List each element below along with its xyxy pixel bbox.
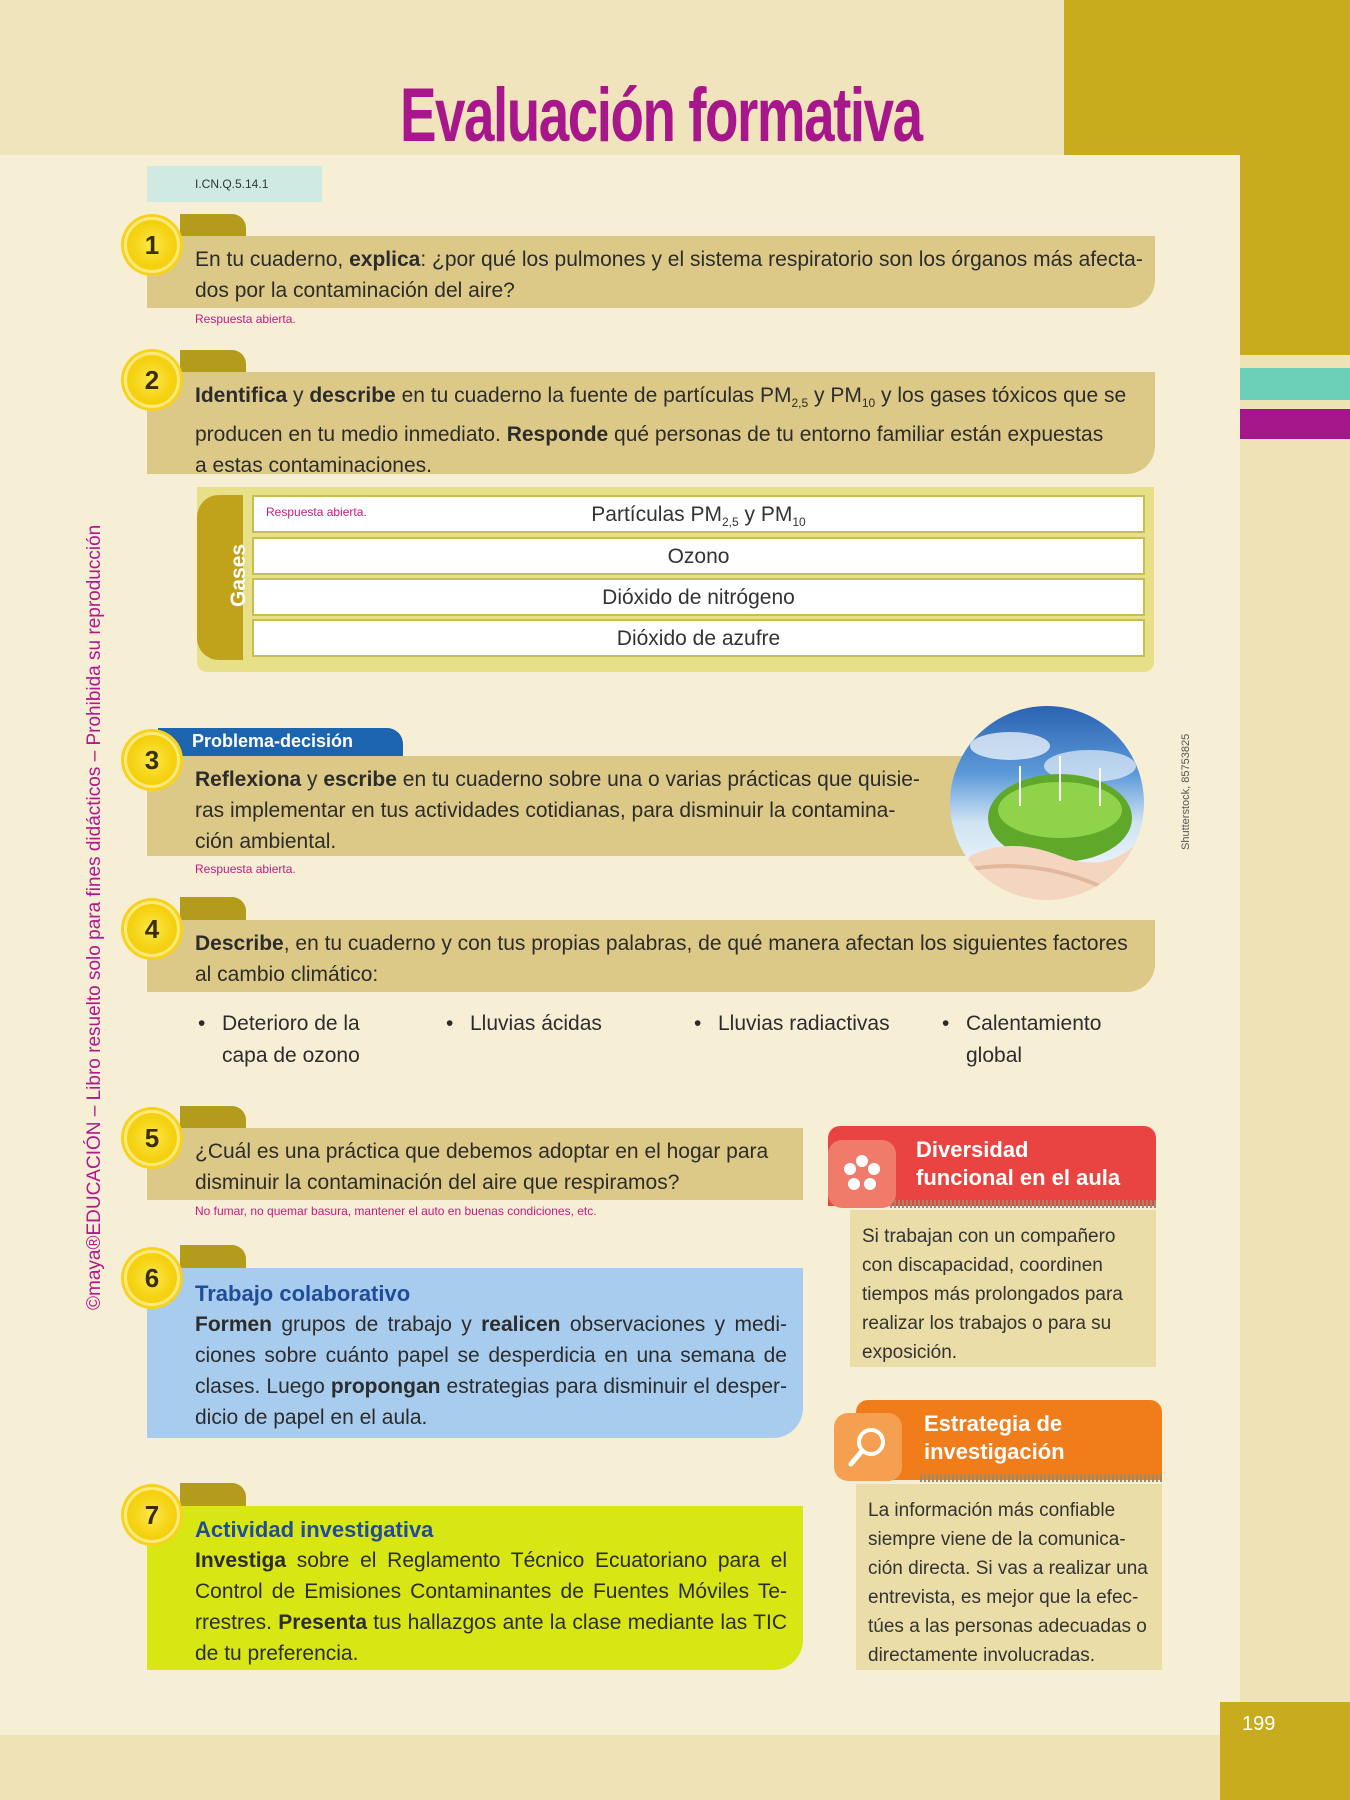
flower-icon [828, 1140, 896, 1208]
q1-text-a: En tu cuaderno, [195, 248, 350, 271]
q7-text-a: sobre el Reglamento Técnico Ecuatoriano para el Control de Emisiones Contaminantes de Fuentes Móviles Te-rrestres. [195, 1549, 787, 1634]
q2-text-f: qué personas de tu entorno familiar están expuestas [608, 423, 1104, 447]
q2-text-c: y PM [808, 384, 862, 407]
factor-global-warming-line-1: Calentamiento [966, 1012, 1102, 1035]
q7-keyword-1: Investiga [195, 1549, 287, 1572]
q1-text-b: : ¿por qué los pulmones y el sistema respiratorio son los órganos más afecta- [420, 248, 1143, 271]
q4-text-b: al cambio climático: [195, 963, 379, 986]
question-5 [147, 1128, 803, 1200]
factor-global-warming [942, 1008, 1102, 1072]
q2-text-a: y [287, 384, 310, 407]
gas-row-sulfur: Dióxido de azufre [252, 619, 1145, 657]
gas-row-1-sub-1: 2,5 [722, 515, 739, 530]
q6-keyword-3: propongan [330, 1375, 441, 1398]
gases-answer: Respuesta abierta. [266, 505, 367, 519]
gas-row-nitrogen: Dióxido de nitrógeno [252, 578, 1145, 616]
q3-text-b: en tu cuaderno sobre una o varias prácticas que quisie- [396, 768, 920, 791]
gases-label: Gases [227, 543, 250, 607]
q2-sub-1: 2,5 [791, 396, 809, 411]
factor-global-warming-line-2: global [966, 1044, 1023, 1067]
globe-illustration [950, 706, 1144, 900]
teal-marker [1240, 368, 1350, 400]
factor-ozone-line-2: capa de ozono [222, 1044, 360, 1067]
bullet-dot: • [942, 1012, 950, 1035]
q1-answer: Respuesta abierta. [195, 312, 296, 326]
q2-sub-2: 10 [861, 396, 876, 411]
q2-text-e: producen en tu medio inmediato. [195, 423, 507, 447]
magenta-marker [1240, 409, 1350, 439]
q2-number-badge: 2 [124, 352, 180, 408]
q1-number-badge: 1 [124, 217, 180, 273]
factor-acid-rain-text: Lluvias ácidas [470, 1012, 602, 1035]
problema-decision-tag: Problema-decisión [158, 728, 403, 756]
q5-answer: No fumar, no quemar basura, mantener el auto en buenas condiciones, etc. [195, 1204, 597, 1218]
q6-keyword-2: realicen [481, 1313, 561, 1336]
q5-number-badge: 5 [124, 1110, 180, 1166]
gas-row-1-text: Partículas PM [591, 503, 722, 526]
q2-keyword-3: Responde [506, 423, 609, 447]
strategy-hatch [920, 1474, 1162, 1482]
earth-in-hands-photo [950, 706, 1144, 900]
q3-keyword-1: Reflexiona [195, 768, 302, 791]
right-margin [1240, 355, 1350, 1800]
q1-keyword: explica [349, 248, 421, 271]
q2-text-d: y los gases tóxicos que se [875, 384, 1127, 407]
q2-keyword-1: Identifica [195, 384, 288, 407]
q6-text-c: estrategias para disminuir el desper-dicio de papel en el aula. [195, 1375, 787, 1429]
question-6 [147, 1268, 803, 1438]
gases-label-tab [197, 495, 250, 660]
photo-credit: Shutterstock, 85753825 [1180, 733, 1192, 850]
q6-number-badge: 6 [124, 1250, 180, 1306]
q6-heading: Trabajo colaborativo [195, 1281, 411, 1306]
magnifier-icon-graphic [845, 1424, 891, 1470]
gas-row-1-sub-2: 10 [792, 515, 806, 530]
bullet-dot: • [694, 1012, 702, 1035]
q2-keyword-2: describe [309, 384, 396, 407]
q3-number-badge: 3 [124, 732, 180, 788]
page-number: 199 [1242, 1713, 1276, 1735]
q1-text-c: dos por la contaminación del aire? [195, 279, 515, 302]
q7-text-b: tus hallazgos ante la clase mediante las TIC de tu preferencia. [195, 1611, 787, 1665]
q2-text-g: a estas contaminaciones. [195, 454, 432, 478]
strategy-box-body: La información más confiable siempre viene de la comunica-ción directa. Si vas a realizar una entrevista, es mejor que la efec-túes a las personas adecuadas o directamente involucradas. [856, 1484, 1162, 1670]
flower-icon-graphic [839, 1151, 885, 1197]
diversity-title-line-1: Diversidad [916, 1137, 1029, 1162]
question-2 [147, 372, 1155, 478]
q7-keyword-2: Presenta [278, 1611, 368, 1634]
diversity-title-line-2: funcional en el aula [916, 1165, 1121, 1190]
q6-keyword-1: Formen [195, 1313, 273, 1336]
page-title: Evaluación formativa [400, 73, 922, 158]
copyright-credit: ©maya®EDUCACIÓN – Libro resuelto solo para fines didácticos – Prohibida su reproducción [84, 524, 105, 1310]
q5-text-b: disminuir la contaminación del aire que respiramos? [195, 1171, 680, 1194]
q4-keyword: Describe [195, 932, 284, 955]
question-3 [147, 756, 997, 856]
bullet-dot: • [446, 1012, 454, 1035]
q2-text-b: en tu cuaderno la fuente de partículas PM [395, 384, 792, 407]
question-4 [147, 920, 1155, 992]
q4-text-a: , en tu cuaderno y con tus propias palabras, de qué manera afectan los siguientes factores [283, 932, 1128, 955]
question-7 [147, 1506, 803, 1670]
question-1 [147, 236, 1155, 308]
factor-radioactive-rain-text: Lluvias radiactivas [718, 1012, 890, 1035]
q4-number-badge: 4 [124, 901, 180, 957]
q3-text-c: ras implementar en tus actividades cotidianas, para disminuir la contamina- [195, 799, 896, 822]
strategy-title-line-2: investigación [924, 1439, 1065, 1464]
q3-text-a: y [301, 768, 324, 791]
q3-keyword-2: escribe [323, 768, 397, 791]
q7-number-badge: 7 [124, 1487, 180, 1543]
q6-text-a: grupos de trabajo y [272, 1313, 482, 1336]
diversity-hatch [890, 1200, 1156, 1208]
gas-row-particles [252, 495, 1145, 533]
gas-row-ozone: Ozono [252, 537, 1145, 575]
q5-text-a: ¿Cuál es una práctica que debemos adoptar en el hogar para [195, 1140, 769, 1163]
q3-text-d: ción ambiental. [195, 830, 337, 853]
factor-ozone [198, 1008, 360, 1072]
q7-heading: Actividad investigativa [195, 1517, 434, 1542]
diversity-box-body: Si trabajan con un compañero con discapacidad, coordinen tiempos más prolongados para realizar los trabajos o para su exposición. [850, 1210, 1156, 1367]
indicator-code: I.CN.Q.5.14.1 [147, 166, 322, 202]
q3-answer: Respuesta abierta. [195, 862, 296, 876]
page-number-box [1220, 1702, 1350, 1800]
q6-text-b: observaciones y medi-ciones sobre cuánto papel se desperdicia en una semana de clases. Luego [195, 1313, 787, 1398]
gas-row-1-mid: y PM [738, 503, 793, 526]
factor-ozone-line-1: Deterioro de la [222, 1012, 360, 1035]
strategy-title-line-1: Estrategia de [924, 1411, 1063, 1436]
magnifier-icon [834, 1413, 902, 1481]
factor-radioactive-rain [694, 1008, 890, 1040]
bullet-dot: • [198, 1012, 206, 1035]
factor-acid-rain [446, 1008, 602, 1040]
bottom-band [0, 1735, 1350, 1800]
